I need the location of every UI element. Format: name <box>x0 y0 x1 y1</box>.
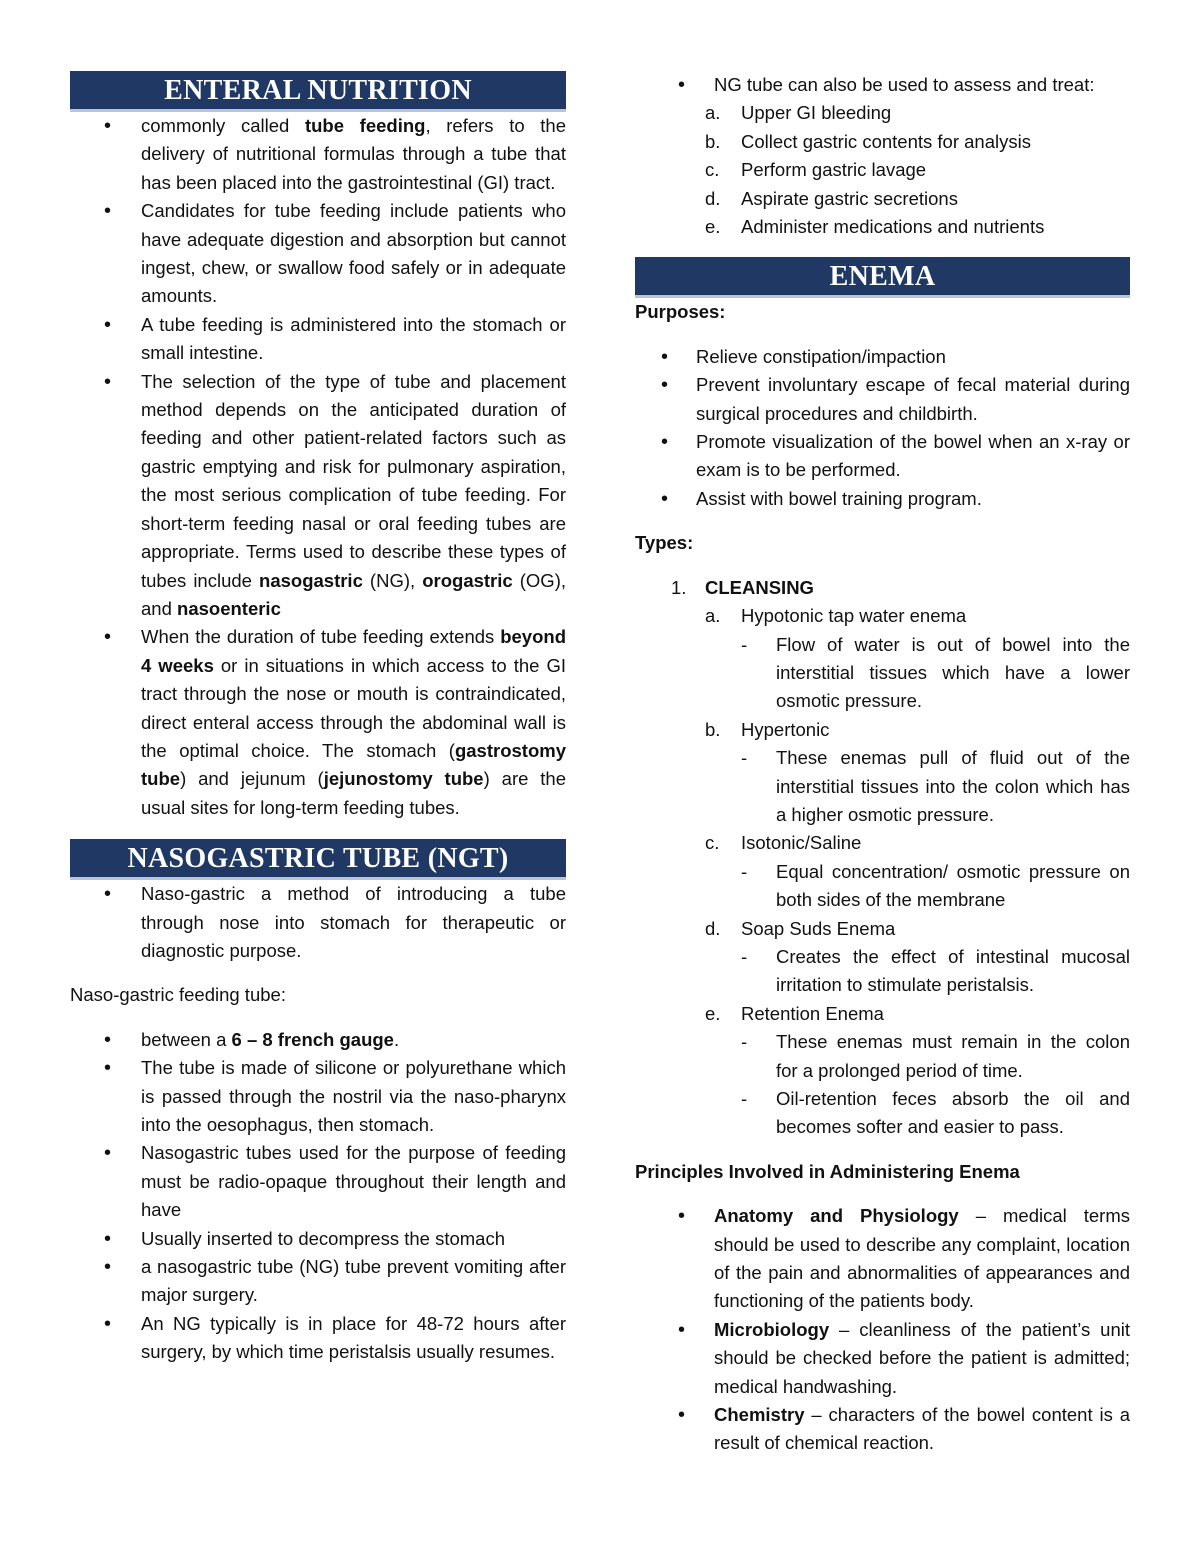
bold-text: orogastric <box>422 569 513 591</box>
principles-label: Principles Involved in Administering Enema <box>635 1160 1020 1182</box>
enema-type-details <box>635 631 1130 716</box>
list-item <box>70 1026 566 1054</box>
bold-text: Microbiology <box>714 1318 830 1340</box>
enema-type-name: Soap Suds Enema <box>741 917 896 939</box>
ng-use-text: Perform gastric lavage <box>741 159 927 181</box>
detail-item: - Oil-retention feces absorb the oil and becomes softer and easier to pass. <box>635 1085 1130 1142</box>
enema-type <box>635 915 1130 943</box>
bold-text: Anatomy and Physiology <box>714 1205 959 1227</box>
enema-type-details <box>635 858 1130 915</box>
text-run: ) are the usual sites for long-term feeding tubes. <box>141 768 566 818</box>
ng-use-item <box>635 185 1130 213</box>
list-marker: e. <box>705 1002 721 1024</box>
enema-type <box>635 716 1130 744</box>
enema-type-details <box>635 744 1130 829</box>
ng-use-item <box>635 128 1130 156</box>
text-run: Naso-gastric a method of introducing a tube through nose into stomach for therapeutic or diagnostic purpose. <box>141 883 566 961</box>
list-marker: a. <box>705 102 721 124</box>
list-item <box>70 112 566 197</box>
ngt-bullet-list <box>70 880 566 965</box>
ng-use-text: Upper GI bleeding <box>741 102 892 124</box>
enema-type-name: Hypertonic <box>741 718 830 740</box>
purpose-item: • Assist with bowel training program. <box>635 485 1130 513</box>
purpose-item: • Relieve constipation/impaction <box>635 343 1130 371</box>
purposes-list <box>635 343 1130 513</box>
list-marker: e. <box>705 216 721 238</box>
list-marker: d. <box>705 917 721 939</box>
bold-text: Chemistry <box>714 1404 805 1426</box>
text-run: An NG typically is in place for 48-72 hours after surgery, by which time peristalsis usually resumes. <box>141 1312 566 1363</box>
enema-type <box>635 829 1130 857</box>
text-run: – cleanliness of the patient’s unit should be checked before the patient is admitted; medical handwashing. <box>714 1318 1130 1397</box>
enema-type-name: Retention Enema <box>741 1002 884 1024</box>
text-run: Nasogastric tubes used for the purpose of feeding must be radio-opaque throughout their length and have <box>141 1142 566 1221</box>
list-item <box>70 1253 566 1310</box>
text-run: ) and jejunum ( <box>180 768 324 790</box>
list-item <box>70 1054 566 1139</box>
detail-item: - These enemas pull of fluid out of the interstitial tissues into the colon which has a higher osmotic pressure. <box>635 744 1130 829</box>
enema-types-list <box>635 602 1130 1142</box>
detail-item: - Equal concentration/ osmotic pressure on both sides of the membrane <box>635 858 1130 915</box>
bold-text: 6 – 8 french gauge <box>231 1028 394 1050</box>
bold-text: beyond 4 weeks <box>141 626 566 676</box>
text-run: – medical terms should be used to describe any complaint, location of the pain and abnormalities of appearances and functioning of the patients body. <box>714 1205 1130 1312</box>
list-item <box>70 1310 566 1367</box>
enema-type-details <box>635 943 1130 1000</box>
ng-use-item <box>635 213 1130 241</box>
text-run: A tube feeding is administered into the stomach or small intestine. <box>141 313 566 364</box>
text-run: (OG), and <box>141 569 566 619</box>
purposes-label: Purposes: <box>635 301 726 323</box>
left-column <box>70 0 566 1367</box>
enteral-bullet-list <box>70 112 566 822</box>
text-run: between a <box>141 1028 232 1050</box>
ng-feeding-tube-label: Naso-gastric feeding tube: <box>70 984 286 1006</box>
text-run: . <box>393 1028 400 1050</box>
ng-use-text: Administer medications and nutrients <box>741 216 1045 238</box>
types-cleansing-heading <box>635 574 1130 602</box>
list-item <box>70 623 566 822</box>
types-title: CLEANSING <box>705 576 814 598</box>
purpose-item: • Prevent involuntary escape of fecal material during surgical procedures and childbirth. <box>635 371 1130 428</box>
ng-uses-list <box>635 99 1130 241</box>
enema-type-name: Hypotonic tap water enema <box>741 605 967 627</box>
list-item <box>635 71 1130 99</box>
list-marker: d. <box>705 187 721 209</box>
ng-use-text: Collect gastric contents for analysis <box>741 130 1031 152</box>
ng-use-text: Aspirate gastric secretions <box>741 187 958 209</box>
bold-text: gastrostomy tube <box>141 739 566 790</box>
ng-uses-intro-list <box>635 71 1130 99</box>
list-item <box>635 1316 1130 1401</box>
list-marker: c. <box>705 159 720 181</box>
list-marker: c. <box>705 832 720 854</box>
list-item <box>70 1139 566 1224</box>
enema-heading: ENEMA <box>635 257 1130 298</box>
text-run: Candidates for tube feeding include patients who have adequate digestion and absorption but cannot ingest, chew, or swallow food safely or in adequate amounts. <box>141 200 566 307</box>
list-item <box>70 311 566 368</box>
nasogastric-tube-heading: NASOGASTRIC TUBE (NGT) <box>70 839 566 880</box>
list-item <box>635 1202 1130 1316</box>
list-marker: b. <box>705 718 721 740</box>
enema-type <box>635 602 1130 630</box>
text-run: The tube is made of silicone or polyurethane which is passed through the nostril via the naso-pharynx into the oesophagus, then stomach. <box>141 1057 566 1135</box>
list-marker: b. <box>705 130 721 152</box>
bold-text: nasogastric <box>259 569 363 591</box>
principles-list <box>635 1202 1130 1458</box>
detail-item: - Flow of water is out of bowel into the interstitial tissues which have a lower osmotic pressure. <box>635 631 1130 716</box>
list-item <box>635 1401 1130 1458</box>
ng-feeding-bullet-list <box>70 1026 566 1367</box>
list-marker: a. <box>705 605 721 627</box>
types-number: 1. <box>671 576 687 598</box>
enema-type-name: Isotonic/Saline <box>741 832 862 854</box>
text-run: commonly called <box>141 115 305 136</box>
bold-text: jejunostomy tube <box>323 768 484 790</box>
bold-text: tube feeding <box>304 115 426 136</box>
types-label: Types: <box>635 532 694 554</box>
text-run: , refers to the delivery of nutritional formulas through a tube that has been placed into the gastrointestinal (GI) tract. <box>141 115 566 193</box>
ng-use-item <box>635 156 1130 184</box>
purpose-item: • Promote visualization of the bowel when an x-ray or exam is to be performed. <box>635 428 1130 485</box>
list-item <box>70 368 566 624</box>
detail-item: - Creates the effect of intestinal mucosal irritation to stimulate peristalsis. <box>635 943 1130 1000</box>
enteral-nutrition-heading: ENTERAL NUTRITION <box>70 71 566 112</box>
text-run: Usually inserted to decompress the stomach <box>141 1227 506 1249</box>
list-item <box>70 880 566 965</box>
text-run: When the duration of tube feeding extends <box>141 626 501 648</box>
list-item <box>70 1225 566 1253</box>
ng-use-item <box>635 99 1130 127</box>
enema-type-details <box>635 1028 1130 1142</box>
right-column <box>635 0 1130 1458</box>
text-run: or in situations in which access to the GI tract through the nose or mouth is contraindicated, direct enteral access through the abdominal wall is the optimal choice. The stomach ( <box>141 654 566 761</box>
text-run: – characters of the bowel content is a result of chemical reaction. <box>714 1404 1130 1454</box>
bold-text: nasoenteric <box>177 597 281 619</box>
list-item <box>70 197 566 311</box>
text-run: a nasogastric tube (NG) tube prevent vomiting after major surgery. <box>141 1256 566 1306</box>
detail-item: - These enemas must remain in the colon for a prolonged period of time. <box>635 1028 1130 1085</box>
text-run: (NG), <box>362 569 423 591</box>
enema-type <box>635 1000 1130 1028</box>
ng-uses-intro: NG tube can also be used to assess and treat: <box>714 74 1095 95</box>
text-run: The selection of the type of tube and placement method depends on the anticipated duration of feeding and other patient-related factors such as gastric emptying and risk for pulmonary aspiration, the most serious complication of tube feeding. For short-term feeding nasal or oral feeding tubes are appropriate. Terms used to describe these types of tubes include <box>141 370 566 591</box>
